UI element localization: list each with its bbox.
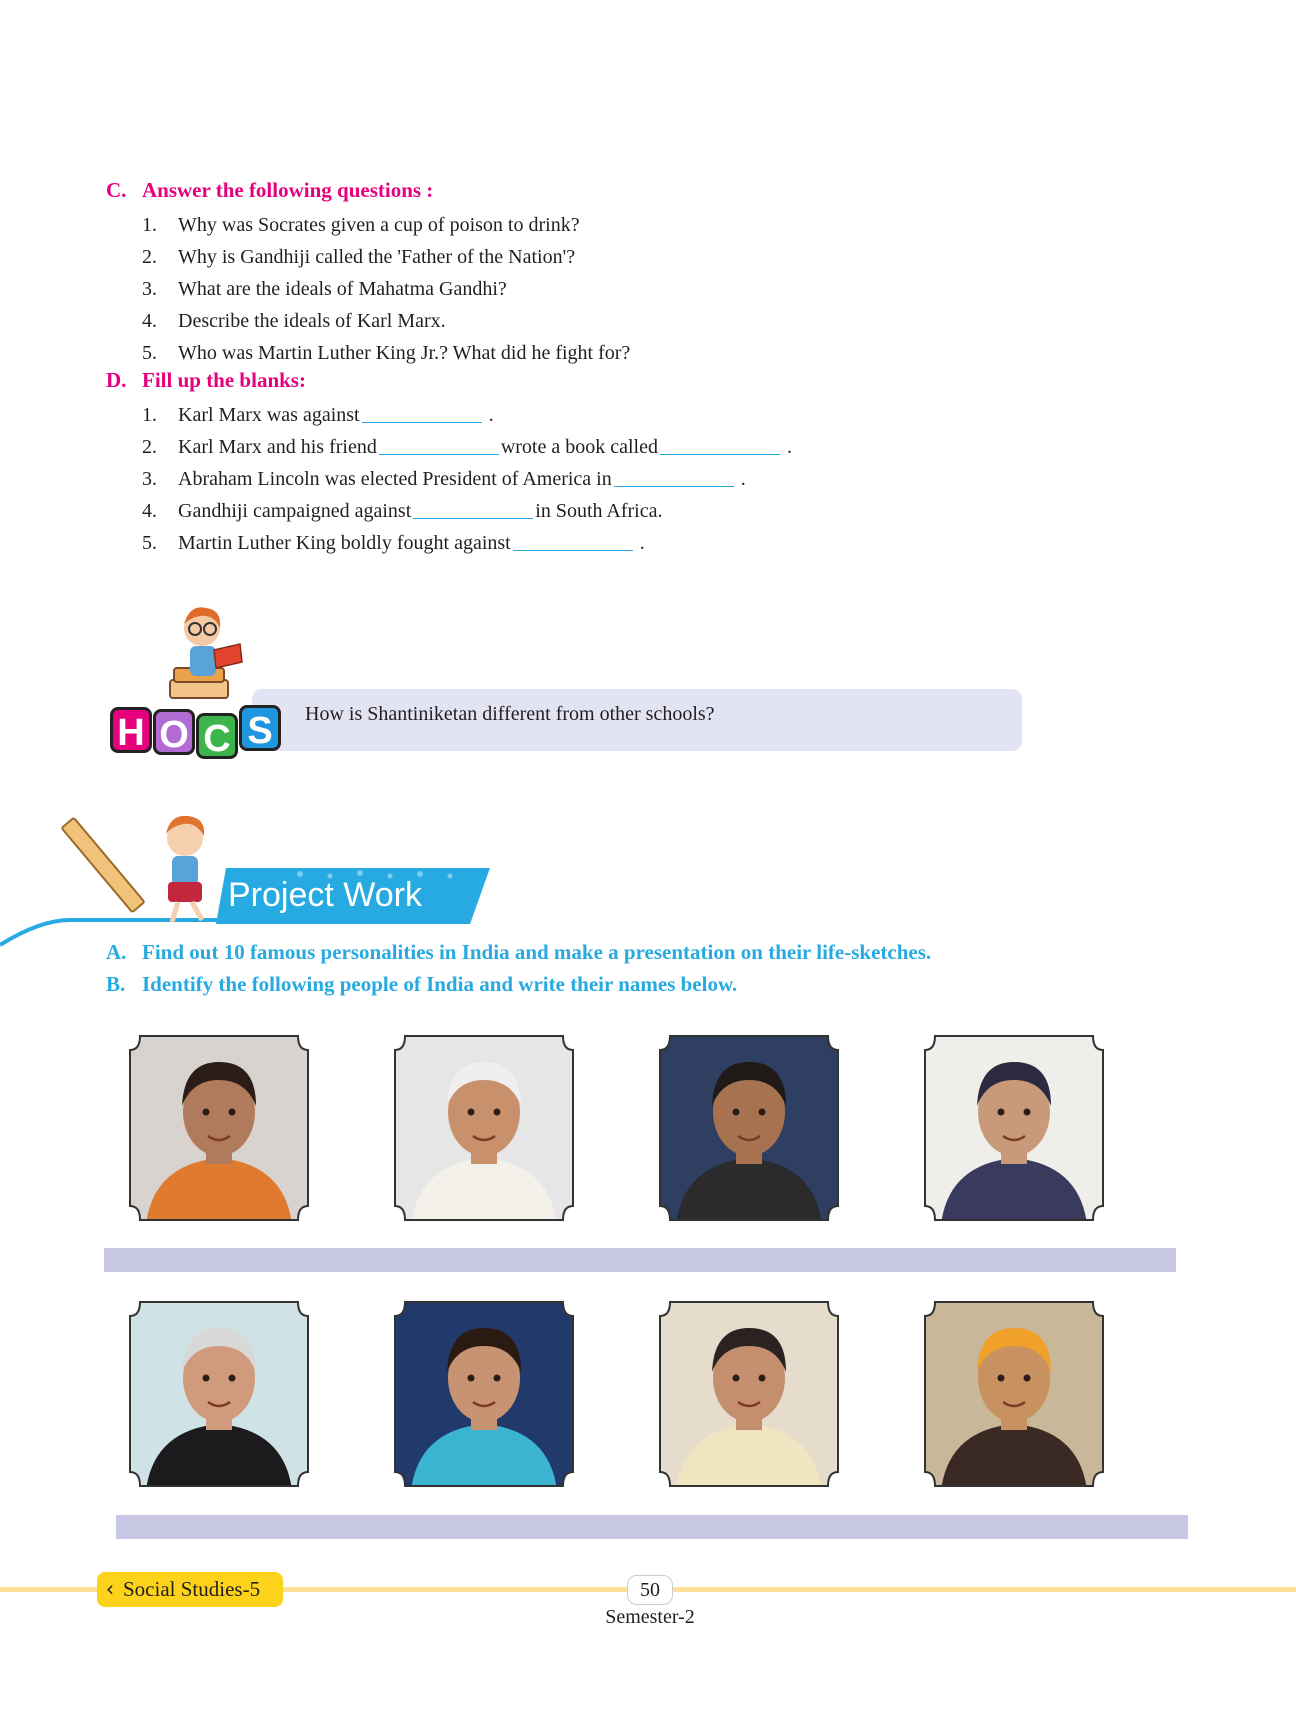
name-answer-bar[interactable] <box>104 1248 1176 1272</box>
section-d-heading <box>106 368 792 393</box>
hocs-letter-o: O <box>153 709 195 755</box>
answer-blank[interactable] <box>513 530 633 551</box>
section-c-title: Answer the following questions : <box>142 178 434 202</box>
question-number: 4. <box>142 310 157 332</box>
question-number: 2. <box>142 246 157 268</box>
question-text: Who was Martin Luther King Jr.? What did he fight for? <box>178 342 631 364</box>
blank-item <box>142 463 792 495</box>
item-text: Abraham Lincoln was elected President of America in <box>178 468 612 490</box>
project-work-a-letter: A. <box>106 940 127 964</box>
item-number: 4. <box>142 500 157 522</box>
item-end: . <box>639 532 645 554</box>
section-d-letter: D. <box>106 368 127 392</box>
page-number: 50 <box>627 1575 673 1605</box>
item-end: . <box>740 468 746 490</box>
section-c-letter: C. <box>106 178 127 202</box>
item-text-middle: in South Africa. <box>535 500 663 522</box>
item-text: Karl Marx was against <box>178 404 360 426</box>
book-title-tab[interactable] <box>97 1572 283 1607</box>
question-number: 1. <box>142 214 157 236</box>
project-work-a-text: Find out 10 famous personalities in India and make a presentation on their life-sketches. <box>142 940 932 964</box>
answer-blank[interactable] <box>413 498 533 519</box>
item-text: Martin Luther King boldly fought against <box>178 532 511 554</box>
question-item <box>142 241 630 273</box>
hocs-logo <box>110 705 290 761</box>
project-work-title: Project Work <box>228 876 422 914</box>
section-c-questions <box>142 209 630 369</box>
item-number: 5. <box>142 532 157 554</box>
reading-boy-illustration <box>160 598 260 718</box>
item-end: . <box>488 404 494 426</box>
question-item <box>142 273 630 305</box>
question-text: Describe the ideals of Karl Marx. <box>178 310 446 332</box>
blank-item <box>142 431 792 463</box>
question-text: Why is Gandhiji called the 'Father of the Nation'? <box>178 246 576 268</box>
item-number: 1. <box>142 404 157 426</box>
portrait-photo <box>391 1298 577 1490</box>
hocs-letter-h: H <box>110 707 152 753</box>
question-number: 5. <box>142 342 157 364</box>
item-number: 3. <box>142 468 157 490</box>
question-item <box>142 305 630 337</box>
answer-blank[interactable] <box>614 466 734 487</box>
hocs-question: How is Shantiniketan different from other schools? <box>305 703 715 725</box>
item-text: Karl Marx and his friend <box>178 436 377 458</box>
section-c <box>106 178 630 369</box>
project-work-b-letter: B. <box>106 972 126 996</box>
blank-item <box>142 399 792 431</box>
chevron-left-icon: ‹ <box>105 1577 115 1601</box>
question-number: 3. <box>142 278 157 300</box>
portrait-photo <box>126 1032 312 1224</box>
section-d-items <box>142 399 792 559</box>
portrait-photo <box>921 1032 1107 1224</box>
item-number: 2. <box>142 436 157 458</box>
section-d-title: Fill up the blanks: <box>142 368 306 392</box>
book-title: Social Studies-5 <box>123 1577 261 1601</box>
blank-item <box>142 495 792 527</box>
portrait-photo <box>391 1032 577 1224</box>
blank-item <box>142 527 792 559</box>
portrait-photo <box>921 1298 1107 1490</box>
question-text: What are the ideals of Mahatma Gandhi? <box>178 278 507 300</box>
item-text-middle: wrote a book called <box>500 436 658 458</box>
section-c-heading <box>106 178 630 203</box>
answer-blank[interactable] <box>362 402 482 423</box>
question-item <box>142 209 630 241</box>
section-d <box>106 368 792 559</box>
project-work-banner-art <box>0 790 500 960</box>
answer-blank[interactable] <box>379 434 499 455</box>
name-answer-bar[interactable] <box>116 1515 1188 1539</box>
question-text: Why was Socrates given a cup of poison to drink? <box>178 214 580 236</box>
item-text: Gandhiji campaigned against <box>178 500 412 522</box>
hocs-letter-c: C <box>196 713 238 759</box>
item-end: . <box>787 436 792 458</box>
portrait-photo <box>656 1032 842 1224</box>
portrait-photo <box>656 1298 842 1490</box>
question-item <box>142 337 630 369</box>
semester-label: Semester-2 <box>605 1606 695 1628</box>
answer-blank[interactable] <box>660 434 780 455</box>
portrait-photo <box>126 1298 312 1490</box>
project-work-b-text: Identify the following people of India and write their names below. <box>142 972 738 996</box>
project-work-b <box>106 972 737 997</box>
hocs-letter-s: S <box>239 705 281 751</box>
project-work-a <box>106 940 931 965</box>
